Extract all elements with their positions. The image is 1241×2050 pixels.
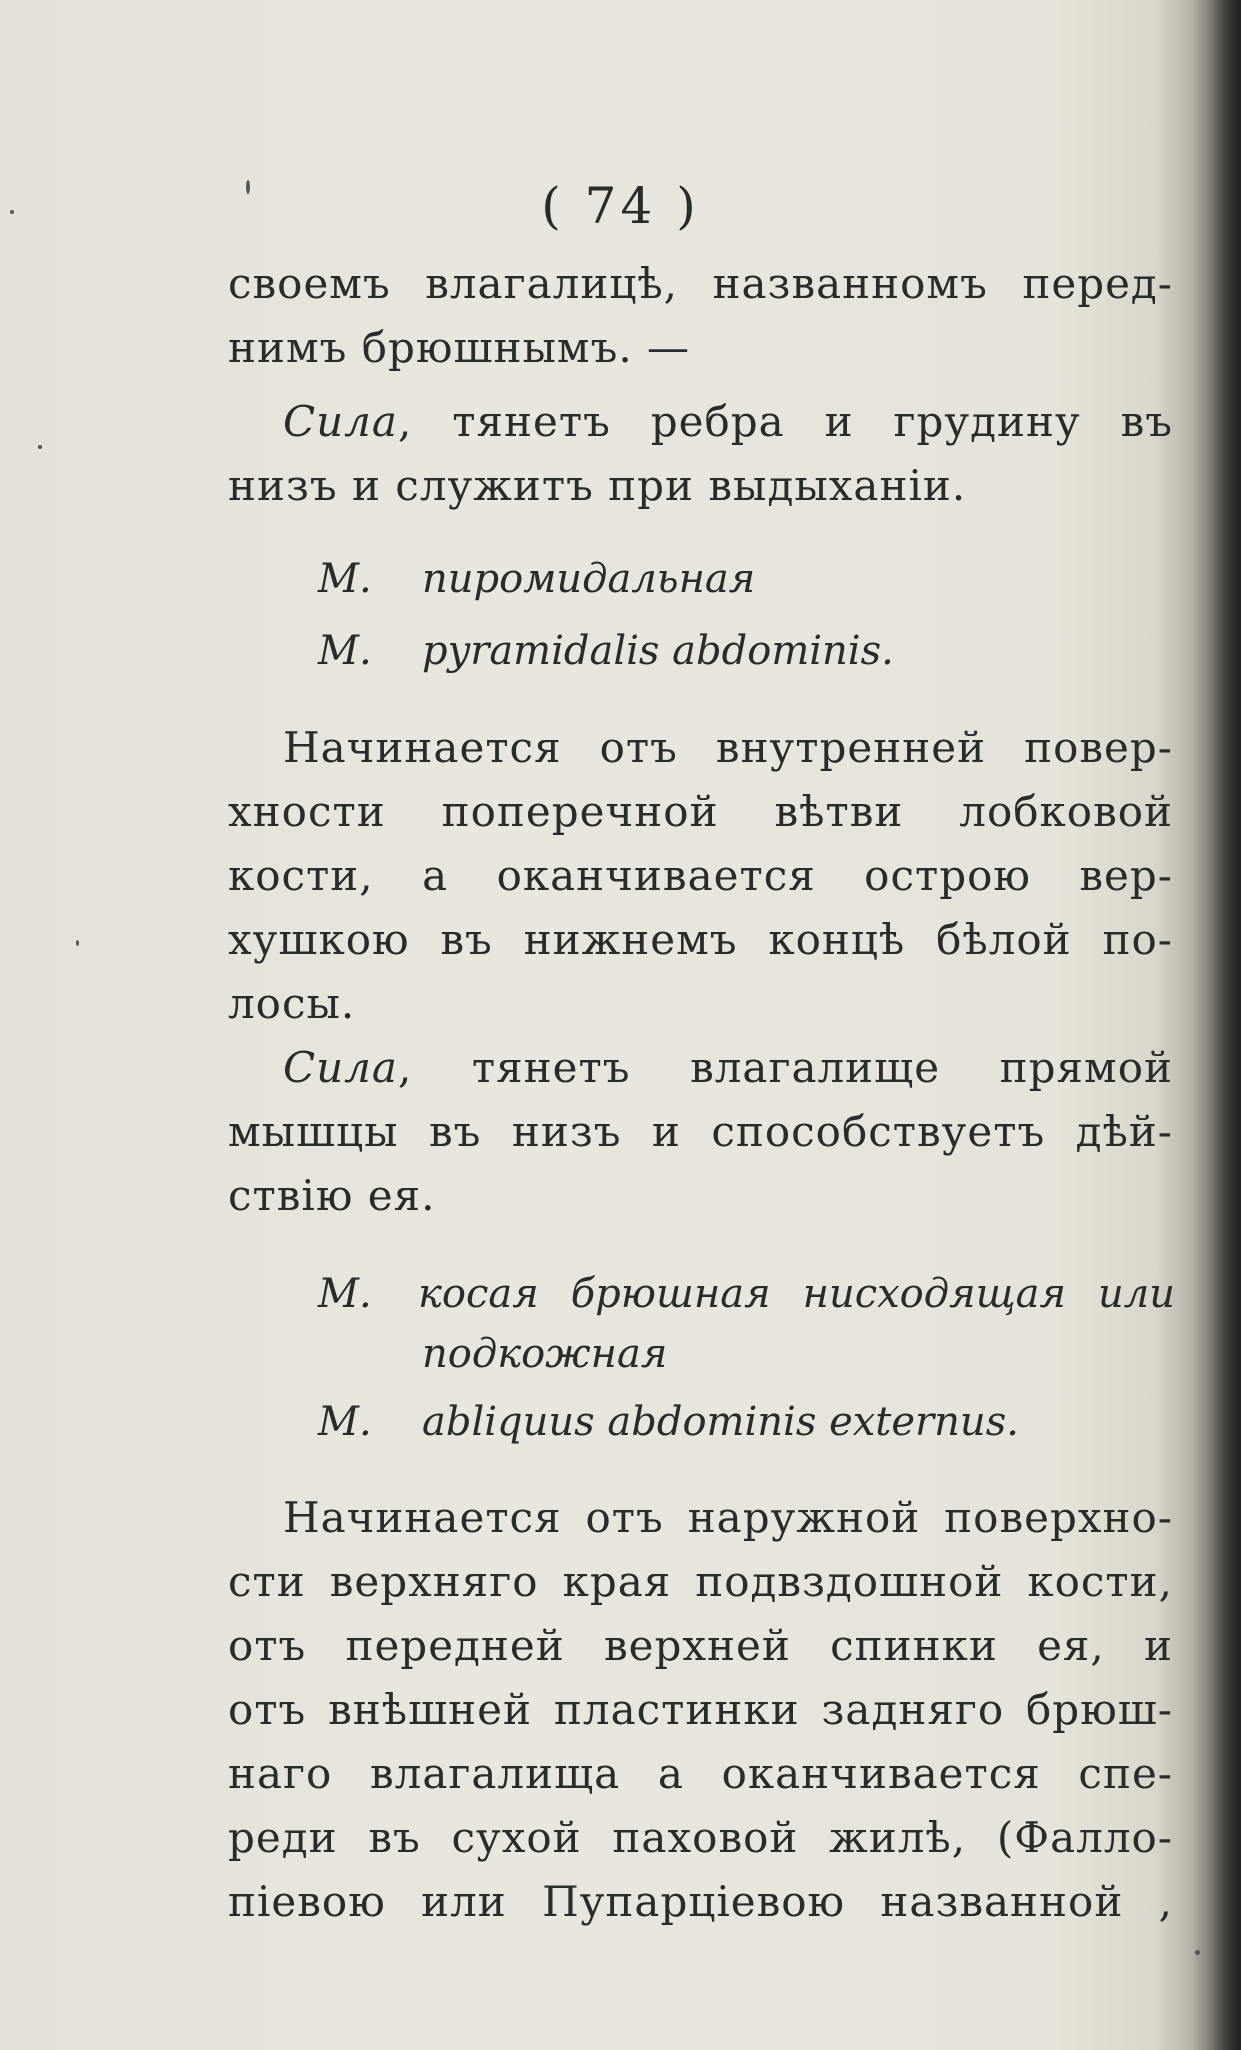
text-line: отъ внѣшней пластинки задняго брюш-: [228, 1685, 1173, 1734]
sila-word: Сила: [283, 1043, 398, 1092]
text-line: мышцы въ низъ и способствуетъ дѣй-: [228, 1107, 1173, 1156]
muscle-prefix: M.: [318, 556, 372, 602]
text-line: лосы.: [228, 979, 356, 1028]
text-line: хушкою въ нижнемъ концѣ бѣлой по-: [228, 915, 1173, 964]
muscle-name: пиромидальная: [422, 556, 756, 602]
muscle-prefix: M.: [318, 628, 372, 674]
text-line: Сила, тянетъ ребра и грудину въ: [283, 397, 1173, 446]
page-number: ( 74 ): [541, 177, 700, 235]
spine-shadow: [1213, 0, 1241, 2050]
text-line: кости, а оканчивается острою вер-: [228, 851, 1173, 900]
muscle-name: косая брюшная нисходящая или: [418, 1271, 1175, 1317]
muscle-prefix: M.: [318, 1271, 372, 1317]
text-line: ствiю ея.: [228, 1171, 436, 1220]
muscle-name: подкожная: [422, 1331, 668, 1377]
text-line: реди въ сухой паховой жилѣ, (Фалло-: [228, 1813, 1173, 1862]
text-line: своемъ влагалицѣ, названномъ перед-: [228, 259, 1173, 308]
text-line: Начинается отъ внутренней повер-: [283, 723, 1173, 772]
muscle-name: pyramidalis abdominis.: [422, 628, 894, 674]
text-line: хности поперечной вѣтви лобковой: [228, 787, 1173, 836]
text-line: низъ и служитъ при выдыханiи.: [228, 461, 967, 510]
text-line: Сила, тянетъ влагалище прямой: [283, 1043, 1173, 1092]
text-line: Начинается отъ наружной поверхно-: [283, 1493, 1173, 1542]
text-line: пiевою или Пупарцiевою названной ,: [228, 1877, 1173, 1926]
text-line: нимъ брюшнымъ. —: [228, 323, 691, 372]
muscle-prefix: M.: [318, 1399, 372, 1445]
text-line: наго влагалища а оканчивается спе-: [228, 1749, 1173, 1798]
text-line: сти верхняго края подвздошной кости,: [228, 1557, 1173, 1606]
sila-word: Сила: [283, 397, 398, 446]
text-line: отъ передней верхней спинки ея, и: [228, 1621, 1173, 1670]
muscle-name: abliquus abdominis externus.: [422, 1399, 1019, 1445]
